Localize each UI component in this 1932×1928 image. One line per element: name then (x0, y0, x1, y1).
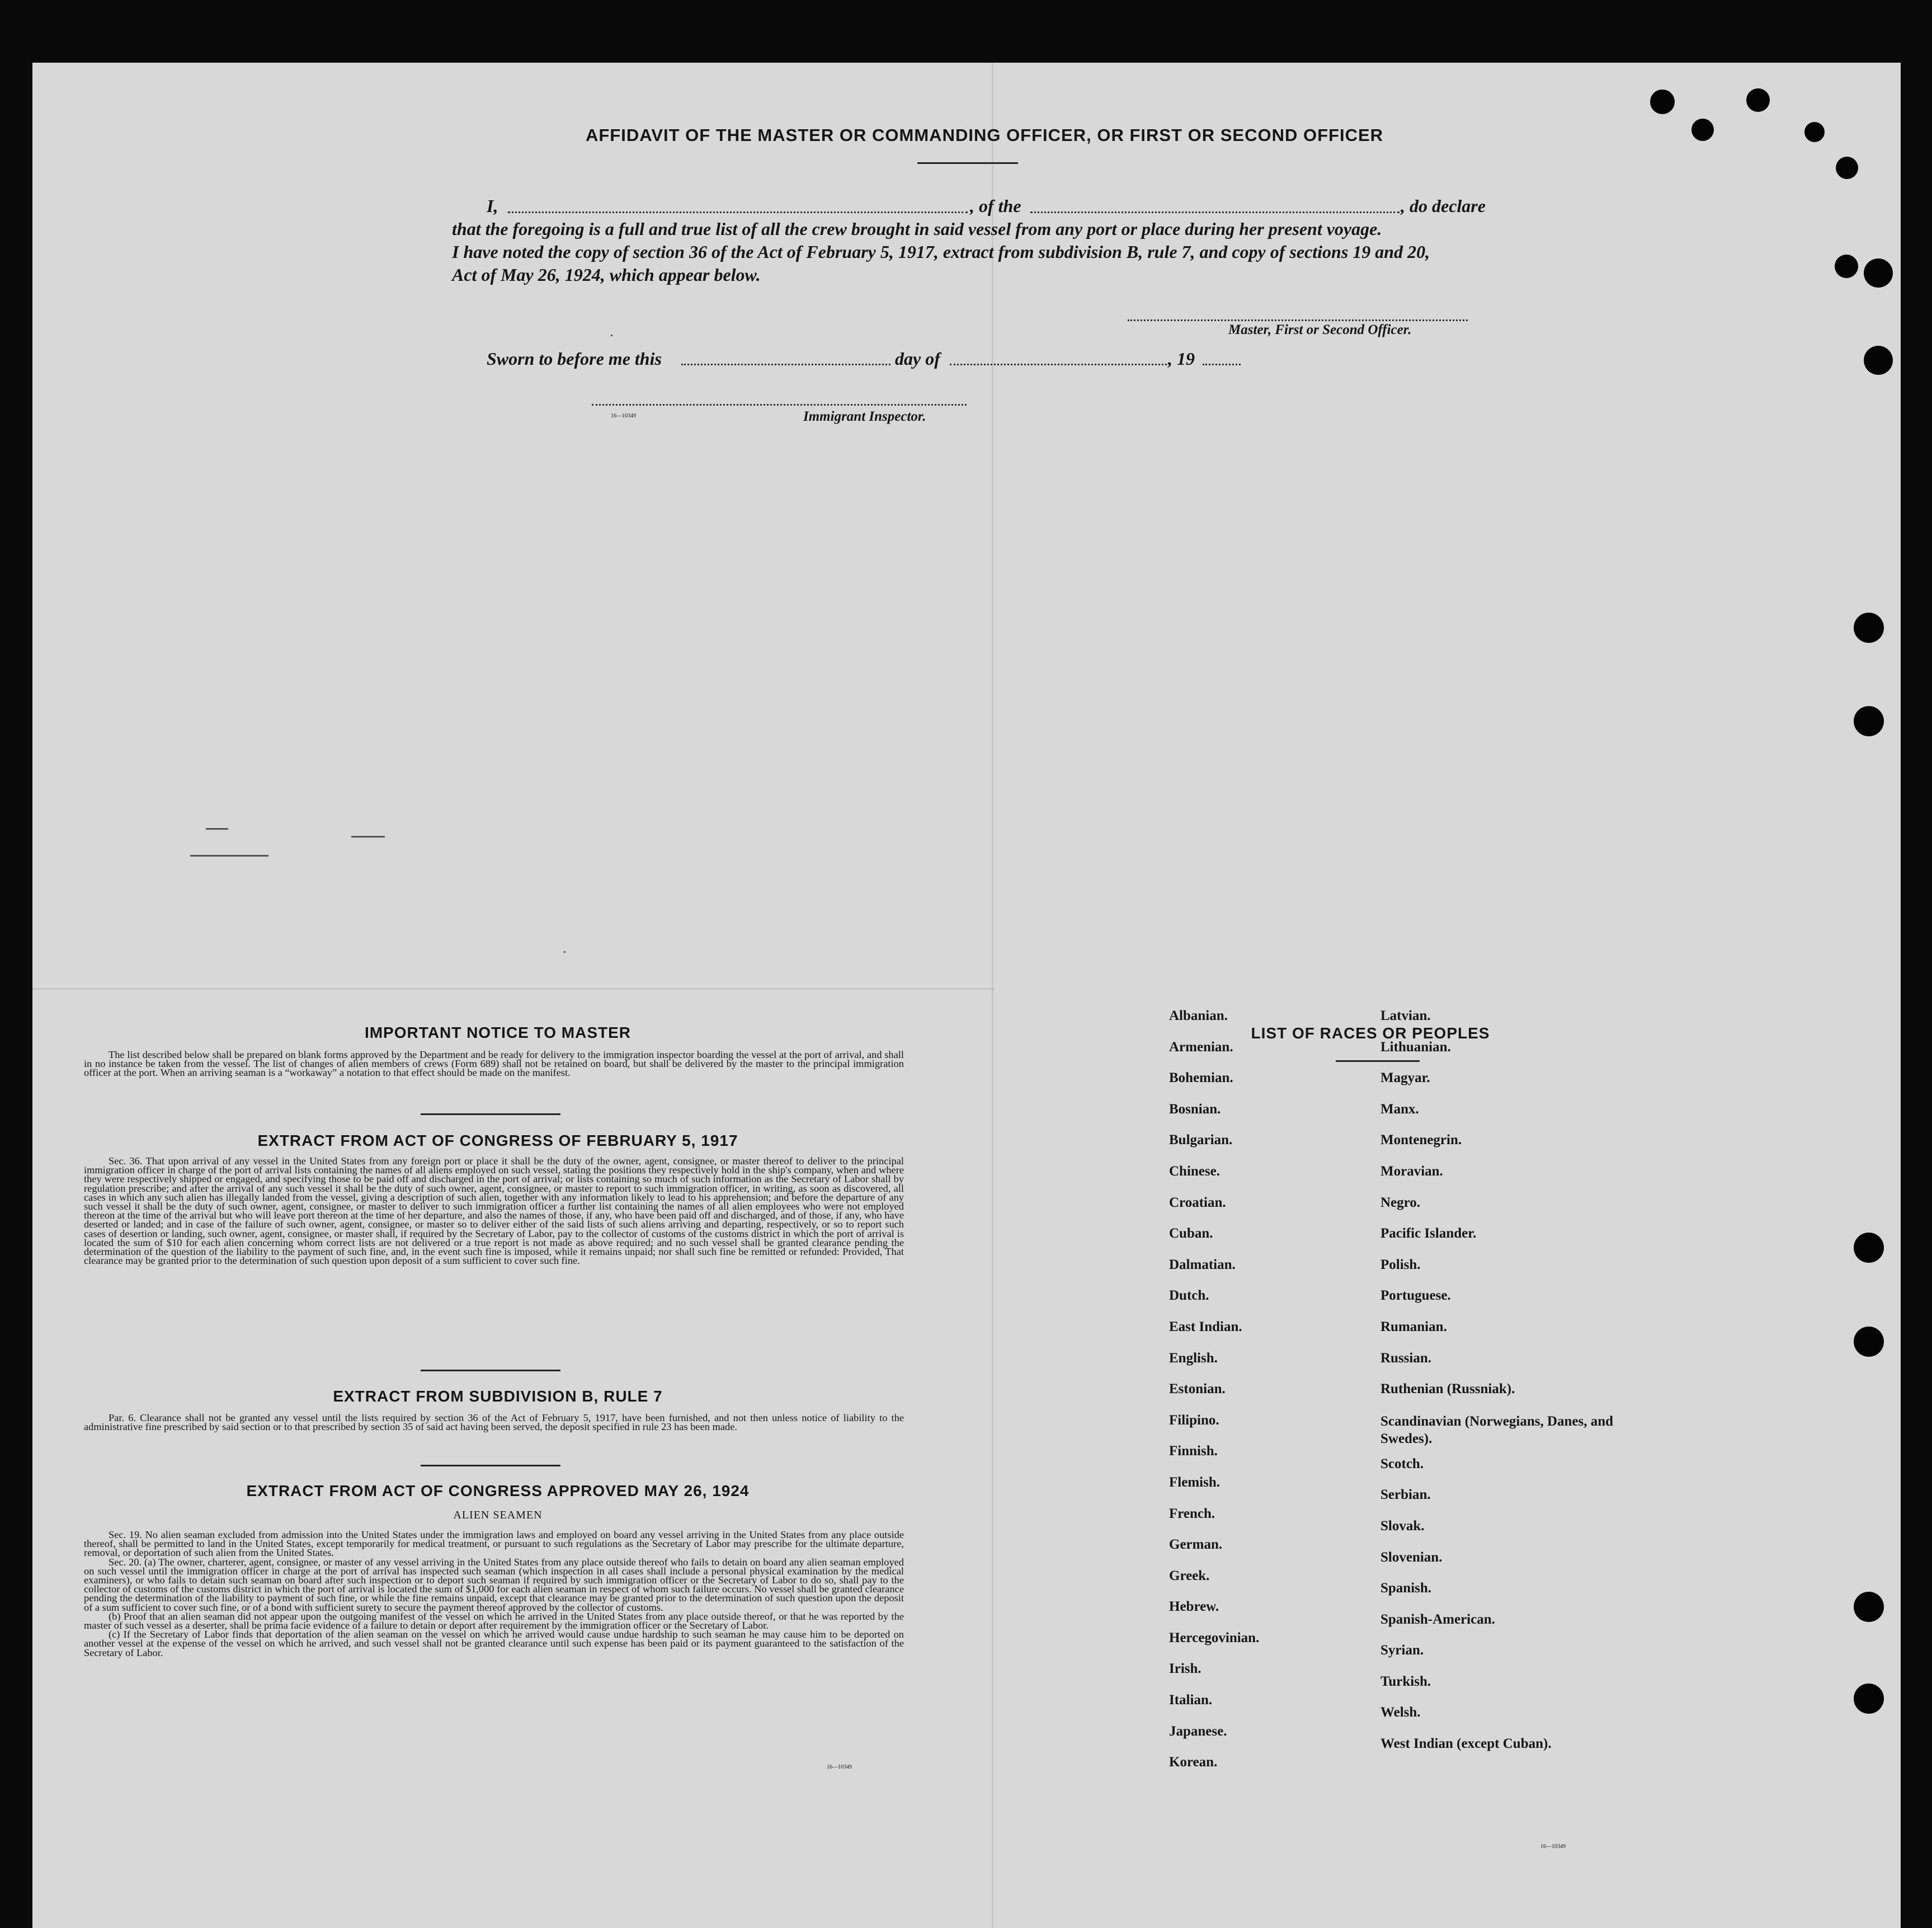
race-item: Syrian. (1380, 1643, 1424, 1658)
race-item: Hercegovinian. (1169, 1630, 1260, 1645)
extract-1917-title: EXTRACT FROM ACT OF CONGRESS OF FEBRUARY 5, 1917 (257, 1132, 738, 1149)
section-divider (421, 1465, 560, 1466)
race-item: Portuguese. (1380, 1288, 1451, 1304)
race-item: Scotch. (1380, 1456, 1424, 1471)
binding-hole (1746, 88, 1770, 112)
paper-speck (564, 951, 566, 953)
binding-hole (1836, 157, 1858, 179)
extract-1924-body (84, 1530, 904, 1657)
race-item: Pacific Islander. (1380, 1226, 1477, 1242)
race-item: Magyar. (1380, 1070, 1430, 1086)
section-divider (421, 1370, 560, 1371)
sec-19-text: Sec. 19. No alien seaman excluded from admission into the United States under the immigration laws and employed on board any vessel arriving in the United States from any place outside thereof, shall be permitted to land in the United States, except temporarily for medical treatment, or pursuant to such regulations as the Secretary of Labor may prescribe for the ultimate departure, removal, or deportation of such alien from the United States. (84, 1529, 904, 1559)
binding-hole (1854, 1233, 1884, 1263)
race-item: Spanish. (1380, 1581, 1432, 1596)
race-item: Polish. (1380, 1257, 1421, 1272)
race-item: Dalmatian. (1169, 1257, 1236, 1272)
extract-rule7-title: EXTRACT FROM SUBDIVISION B, RULE 7 (333, 1388, 663, 1405)
sworn-month-field[interactable] (950, 364, 1167, 365)
binding-hole (1835, 255, 1858, 278)
alien-seamen-subtitle: ALIEN SEAMEN (453, 1509, 543, 1521)
paper-speck (611, 335, 612, 336)
races-column-2 (1380, 1008, 1615, 1767)
binding-hole (1650, 90, 1675, 114)
race-item: Estonian. (1169, 1381, 1226, 1397)
title-underline (917, 162, 1018, 164)
inspector-signature-field[interactable] (592, 404, 967, 406)
master-name-field[interactable] (508, 211, 968, 213)
race-item: Dutch. (1169, 1288, 1209, 1304)
affidavit-declare-label: , do declare (1401, 196, 1486, 216)
paper-speck (190, 855, 268, 857)
sec-20b-text: (b) Proof that an alien seaman did not appear upon the outgoing manifest of the vessel on which he arrived in the United States from any place outside thereof, or that he was reported by the master of such vessel as a deserter, shall be prima facie evidence of a failure to detain or deport after requirement by the immigration officer or the Secretary of Labor. (84, 1610, 904, 1631)
races-column-1 (1169, 1008, 1382, 1786)
race-item: Spanish-American. (1380, 1611, 1495, 1627)
race-item: Moravian. (1380, 1163, 1443, 1179)
race-item: Russian. (1380, 1350, 1432, 1366)
race-item: Rumanian. (1380, 1319, 1447, 1334)
affidavit-title: AFFIDAVIT OF THE MASTER OR COMMANDING OFFICER, OR FIRST OR SECOND OFFICER (585, 125, 1384, 145)
extract-rule7-text: Par. 6. Clearance shall not be granted any vessel until the lists required by section 36 of the Act of February 5, 1917, have been furnished, and not then unless notice of liability to the administrative fine prescribed by said section or to that prescribed by section 35 of said act having been served, the deposit specified in rule 23 has been made. (84, 1412, 904, 1433)
sec-20c-text: (c) If the Secretary of Labor finds that deportation of the alien seaman on the vessel on which he arrived would cause undue hardship to such seaman he may cause him to be deported on another vessel at the expense of the vessel on which he arrived, and such vessel shall not be granted clearance until such expense has been paid or its payment guaranteed to the satisfaction of the Secretary of Labor. (84, 1629, 904, 1658)
paper-speck (351, 836, 385, 838)
race-item: Cuban. (1169, 1226, 1213, 1242)
affidavit-line-4: Act of May 26, 1924, which appear below. (452, 265, 761, 285)
race-item: Croatian. (1169, 1195, 1226, 1210)
affidavit-line-3: I have noted the copy of section 36 of the Act of February 5, 1917, extract from subdivision B, rule 7, and copy of sections 19 and 20, (452, 242, 1430, 262)
race-item: Negro. (1380, 1195, 1421, 1210)
vessel-name-field[interactable] (1030, 211, 1399, 213)
section-divider (421, 1113, 560, 1115)
race-item: French. (1169, 1506, 1215, 1521)
affidavit-i-label: I, (487, 196, 498, 216)
race-item: Chinese. (1169, 1163, 1220, 1179)
affidavit-line-2: that the foregoing is a full and true list of all the crew brought in said vessel from any port or place during her present voyage. (452, 219, 1382, 239)
year-label: , 19 (1168, 349, 1195, 369)
race-item: Hebrew. (1169, 1599, 1219, 1615)
race-item: Greek. (1169, 1568, 1210, 1583)
race-item: English. (1169, 1350, 1218, 1366)
binding-hole (1804, 122, 1825, 142)
affidavit-of-the-label: , of the (970, 196, 1021, 216)
sworn-day-field[interactable] (681, 364, 890, 365)
sworn-year-field[interactable] (1203, 364, 1241, 365)
day-of-label: day of (895, 349, 940, 369)
race-item: Filipino. (1169, 1412, 1219, 1428)
sec-20a-text: Sec. 20. (a) The owner, charterer, agent, consignee, or master of any vessel arriving in the United States from any place outside thereof who fails to detain on board any alien seaman employed on such vessel until the immigration officer in charge at the port of arrival has inspected such seaman (which inspection in all cases shall include a personal physical examination by the medical examiners), or who fails to detain such seaman on board after such inspection or to deport such seaman if required by such immigration officer or the Secretary of Labor to do so, shall pay to the collector of customs of the customs district in which the port of arrival is located the sum of $1,000 for each alien seaman in respect of whom such failure occurs. No vessel shall be granted clearance pending the determination of the liability to payment of such fine, or while the fine remains unpaid, except that clearance may be granted prior to the determination of such question upon the deposit of a sum sufficient to cover such fine, or of a bond with sufficient surety to secure the payment thereof approved by the collector of customs. (84, 1556, 904, 1613)
race-item: Japanese. (1169, 1723, 1227, 1739)
race-item: Welsh. (1380, 1705, 1421, 1720)
extract-form-number: 16—10349 (827, 1764, 852, 1770)
binding-hole (1864, 258, 1893, 288)
race-item: Flemish. (1169, 1474, 1220, 1490)
fold-crease-horizontal (32, 988, 995, 990)
binding-hole (1854, 1592, 1884, 1622)
race-item: Korean. (1169, 1755, 1218, 1770)
race-item: Serbian. (1380, 1487, 1431, 1503)
notice-title: IMPORTANT NOTICE TO MASTER (364, 1024, 632, 1041)
race-item: Scandinavian (Norwegians, Danes, and Swedes). (1380, 1413, 1614, 1446)
race-item: Irish. (1169, 1661, 1201, 1677)
race-item: West Indian (except Cuban). (1380, 1736, 1552, 1752)
race-item: Albanian. (1169, 1008, 1228, 1023)
notice-text: The list described below shall be prepared on blank forms approved by the Department and be ready for delivery to the immigration inspector boarding the vessel at the port of arrival, and shall in no instance be taken from the vessel. The list of changes of alien members of crews (Form 689) shall not be retained on board, but shall be delivered by the master to the principal immigration officer at the port. When an arriving seaman is a “workaway” a notation to that effect should be made on the manifest. (84, 1049, 904, 1079)
races-form-number: 16—10349 (1540, 1844, 1566, 1850)
race-item: Ruthenian (Russniak). (1380, 1381, 1515, 1397)
binding-hole (1854, 1684, 1884, 1714)
race-item: Lithuanian. (1380, 1039, 1451, 1055)
race-item: Turkish. (1380, 1673, 1431, 1689)
binding-hole (1854, 613, 1884, 643)
race-item: Bosnian. (1169, 1101, 1221, 1117)
race-item: Slovenian. (1380, 1549, 1443, 1565)
extract-1924-title: EXTRACT FROM ACT OF CONGRESS APPROVED MAY 26, 1924 (246, 1482, 750, 1499)
race-item: Montenegrin. (1380, 1132, 1462, 1148)
sworn-label: Sworn to before me this (487, 349, 662, 369)
race-item: German. (1169, 1537, 1223, 1553)
race-item: Armenian. (1169, 1039, 1233, 1055)
races-title: LIST OF RACES OR PEOPLES (1251, 1024, 1490, 1042)
race-item: East Indian. (1169, 1319, 1242, 1334)
master-signature-label: Master, First or Second Officer. (1228, 322, 1412, 337)
race-item: Italian. (1169, 1692, 1213, 1708)
master-signature-field[interactable] (1128, 319, 1468, 321)
binding-hole (1854, 1327, 1884, 1357)
binding-hole (1864, 346, 1893, 375)
race-item: Manx. (1380, 1101, 1419, 1117)
fold-crease-vertical (992, 63, 993, 1928)
race-item: Latvian. (1380, 1008, 1431, 1023)
paper-speck (206, 828, 228, 830)
race-item: Slovak. (1380, 1518, 1425, 1534)
race-item: Finnish. (1169, 1443, 1218, 1459)
inspector-label: Immigrant Inspector. (803, 409, 926, 424)
race-item: Bohemian. (1169, 1070, 1233, 1086)
binding-hole (1854, 706, 1884, 736)
affidavit-form-number: 16—10349 (611, 413, 636, 419)
extract-1917-text: Sec. 36. That upon arrival of any vessel in the United States from any foreign port or place it shall be the duty of the owner, agent, consignee, or master thereof to deliver to the principal immigration officer in charge of the port of arrival lists containing the names of all aliens employed on such vessel, stating the positions they respectively hold in the ship's company, when and where they were respectively shipped or engaged, and specifying those to be paid off and discharged in the port of arrival; or lists containing so much of such information as the Secretary of Labor shall by regulation prescribe; and after the arrival of any such vessel it shall be the duty of such owner, agent, consignee, or master to report to such immigration officer, in writing, as soon as discovered, all cases in which any such alien has illegally landed from the vessel, giving a description of such alien, together with any information likely to lead to his apprehension; and before the departure of any such vessel it shall be the duty of such owner, agent, consignee, or master to deliver to such immigration officer a further list containing the names of all alien employees who were not employed thereon at the time of the arrival but who will leave port thereon at the time of her departure, and also the names of those, if any, who have been paid off and discharged, and of those, if any, who have deserted or landed; and in case of the failure of such owner, agent, consignee, or master so to deliver either of the said lists of such aliens arriving and departing, respectively, or so to report such cases of desertion or landing, such owner, agent, consignee, or master shall, if required by the Secretary of Labor, pay to the collector of customs of the customs district in which the port of arrival is located the sum of $10 for each alien concerning whom correct lists are not delivered or a true report is not made as above required; and no such vessel shall be granted clearance pending the determination of the question of the liability to the payment of such fine, and, in the event such fine is imposed, while it remains unpaid; nor shall such fine be remitted or refunded: Provided, That clearance may be granted prior to the determination of such question upon deposit of a sum sufficient to cover such fine. (84, 1155, 904, 1267)
binding-hole (1691, 119, 1714, 141)
race-item: Bulgarian. (1169, 1132, 1233, 1148)
